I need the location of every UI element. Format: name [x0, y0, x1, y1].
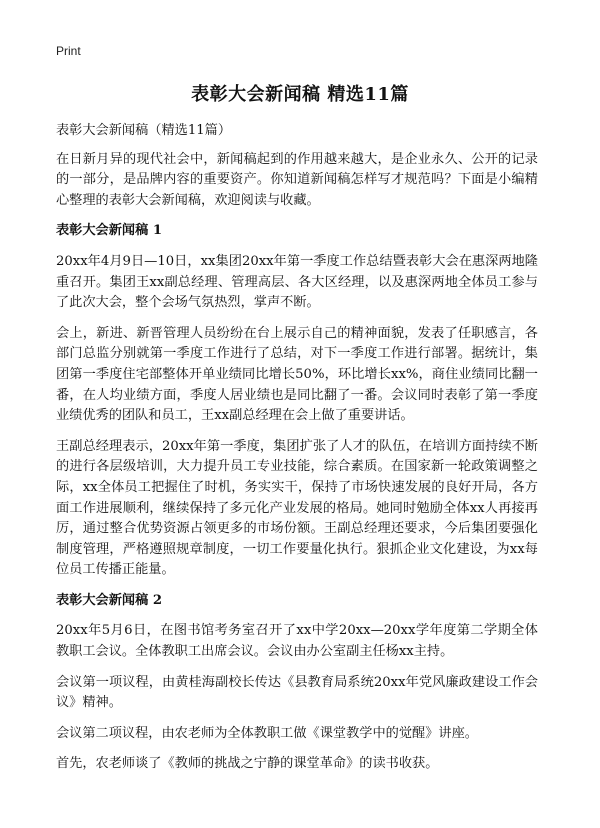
page-title: 表彰大会新闻稿 精选11篇	[191, 84, 409, 105]
print-link[interactable]: Print	[56, 44, 81, 58]
article-body	[56, 121, 538, 785]
section-paragraph: 首先，农老师谈了《教师的挑战之宁静的课堂革命》的读书收获。	[56, 756, 439, 772]
section-paragraph: 会上，新进、新晋管理人员纷纷在台上展示自己的精神面貌，发表了任职感言，各部门总监分别就第一季度工作进行了总结，对下一季度工作进行部署。据统计，集团第一季度住宅部整体开单业绩同比增长50%，环比增长xx%，商住业绩同比翻一番，在人均业绩方面，季度人居业绩也是同比翻了一番。会议同时表彰了第一季度业绩优秀的团队和员工，王xx副总经理在会上做了重要讲话。	[56, 325, 538, 424]
article-subtitle: 表彰大会新闻稿（精选11篇）	[56, 123, 232, 138]
section-paragraph: 王副总经理表示，20xx年第一季度，集团扩张了人才的队伍，在培训方面持续不断的进行各层级培训，大力提升员工专业技能，综合素质。在国家新一轮政策调整之际，xx全体员工把握住了时机，务实实干，保持了市场快速发展的良好开局，各方面工作进展顺利，继续保持了多元化产业发展的格局。她同时勉励全体xx人再接再厉，通过整合优势资源占领更多的市场份额。王副总经理还要求，今后集团要强化制度管理，严格遵照规章制度，一切工作要量化执行。狠抓企业文化建设，为xx每位员工传播正能量。	[56, 438, 538, 578]
section-heading: 表彰大会新闻稿 2	[56, 592, 163, 608]
section-paragraph: 20xx年4月9日—10日，xx集团20xx年第一季度工作总结暨表彰大会在惠深两地隆重召开。集团王xx副总经理、管理高层、各大区经理，以及惠深两地全体员工参与了此次大会，整个会场气氛热烈，掌声不断。	[56, 253, 538, 311]
section-paragraph: 会议第二项议程，由农老师为全体教职工做《课堂教学中的觉醒》讲座。	[56, 725, 478, 741]
section-heading: 表彰大会新闻稿 1	[56, 223, 163, 239]
intro-paragraph: 在日新月异的现代社会中，新闻稿起到的作用越来越大，是企业永久、公开的记录的一部分，是品牌内容的重要资产。你知道新闻稿怎样写才规范吗？下面是小编精心整理的表彰大会新闻稿，欢迎阅读与收藏。	[56, 151, 538, 208]
section-paragraph: 20xx年5月6日，在图书馆考务室召开了xx中学20xx—20xx学年度第二学期全体教职工会议。全体教职工出席会议。会议由办公室副主任杨xx主持。	[56, 623, 538, 660]
section-paragraph: 会议第一项议程，由黄桂海副校长传达《县教育局系统20xx年党风廉政建设工作会议》精神。	[56, 674, 538, 711]
